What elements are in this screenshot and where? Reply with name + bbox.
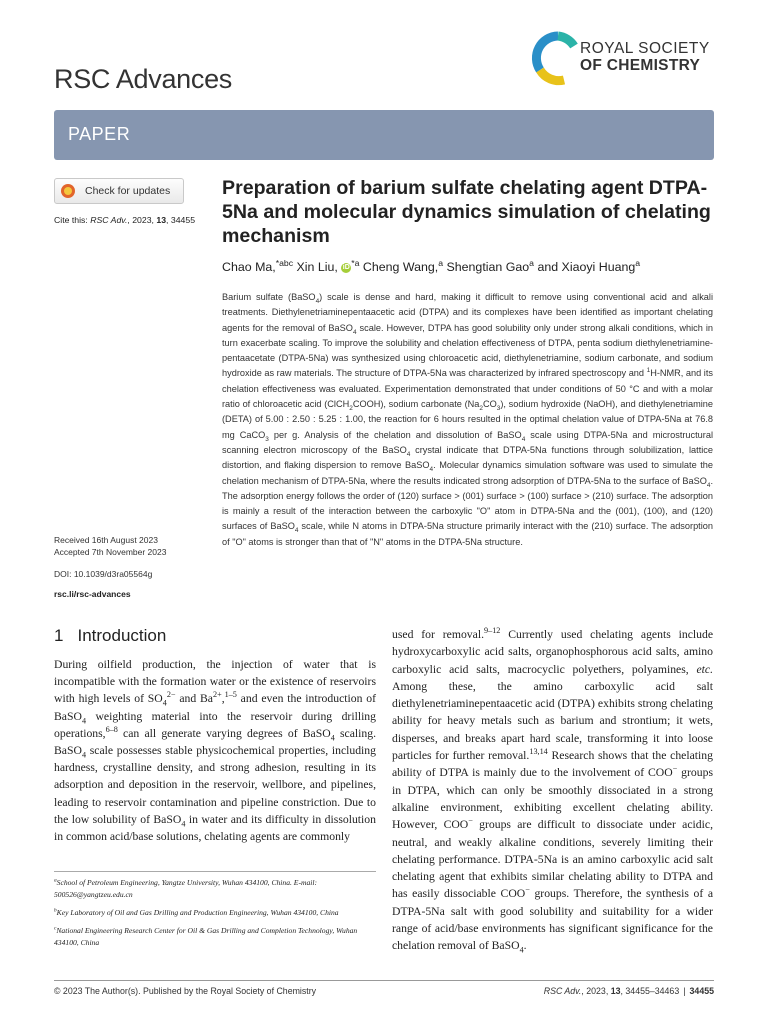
copyright-notice: © 2023 The Author(s). Published by the Royal Society of Chemistry [54,986,317,996]
cite-prefix: Cite this: [54,215,91,225]
journal-link[interactable]: rsc.li/rsc-advances [54,589,131,599]
reference-link[interactable]: 13,14 [529,747,548,757]
publisher-line-1: ROYAL SOCIETY [580,40,710,57]
footer-divider [54,980,714,981]
affiliation-mark: a [438,257,444,268]
section-number: 1 [54,626,64,645]
author-name[interactable]: Xin Liu, [293,260,342,274]
cite-volume: 13 [156,215,167,225]
section-heading [54,626,166,646]
affiliation-mark: *abc [275,257,294,268]
received-date: Received 16th August 2023 [54,535,158,545]
affiliation-mark: a [635,257,641,268]
check-for-updates-label: Check for updates [85,185,171,197]
section-title: Introduction [77,626,167,645]
affiliations [54,877,376,955]
author-name[interactable]: Cheng Wang, [359,260,439,274]
author-name[interactable]: and Xiaoyi Huang [534,260,636,274]
author-name[interactable]: Chao Ma, [222,260,276,274]
affiliation-c: $^c$National Engineering Research Center for Oil & Gas Drilling and Completion Technology, Wuhan 434100, China [54,925,358,947]
received-dates [54,534,166,558]
affiliation-mark: a [529,257,534,268]
page-number: 34455 [689,986,714,996]
reference-link[interactable]: 1–5 [224,690,237,700]
journal-name: RSC Advances [54,64,232,94]
cite-journal: RSC Adv. [90,215,128,225]
check-for-updates-button[interactable] [54,178,184,204]
orcid-icon[interactable]: iD [342,264,350,271]
cite-year: , 2023, [127,215,157,225]
body-text-left: During oilfield production, the injection of water that is incompatible with the formation water or the existence of reservoirs with high levels of $SO_4^{2-}$ and $Ba^{2+},^{1-5}$ and even the introduction of BaSO$_4$ weighting material into the reservoir during drilling operations,$^{6-8}$ can all generate varying degrees of BaSO$_4$ scaling. BaSO$_4$ scale possesses stable physicochemical properties, including hardness, crystalline density, and strong adhesion, resulting in its adsorption and deposition in the reservoir, wellbore, and pipelines, leading to reservoir contamination and pipeline constriction. Due to the low solubility of BaSO$_4$ in water and its difficulty in dissolution in common acid/base solutions, chelating agents are commonly [54,658,377,844]
section-label: PAPER [68,124,131,144]
body-text-right: used for removal.$^{9-12}$ Currently used chelating agents include hydroxycarboxylic acid salts, organophosphorous acid salts, amino carboxylic acid salts, macrocyclic polyethers, polyamines, etc. Among these, the amino carboxylic acid salt diethylenetriaminepentaacetic acid (DTPA) exhibits strong chelating ability for heavy metals such as barium and strontium; it wets, disperses, and breaks apart hard scale, transforming it into loose particles for further removal.$^{13,14}$ Research shows that the chelating ability of DTPA is mainly due to the involvement of COO− groups in DTPA, which can only be smoothly dissociated in a strong alkaline environment, exhibiting excellent chelating ability. However, COO− groups are difficult to dissociate under acidic, neutral, and weakly alkaline conditions, severely limiting their chelating performance. DTPA-5Na is an amino carboxylic acid salt chelating agent that exhibits similar chelating ability to DTPA and has easily dissociable COO− groups. Therefore, the synthesis of a DTPA-5Na salt with good solubility and suitability for a wider range of acid/base environments has significant significance for the chelation removal of BaSO$_4$. [392,626,714,955]
affiliation-mark: *a [351,257,360,268]
doi-link[interactable]: DOI: 10.1039/d3ra05564g [54,569,153,579]
article-title: Preparation of barium sulfate chelating agent DTPA-5Na and molecular dynamics simulation of chelating mechanism [222,177,711,247]
section-banner [54,110,714,160]
author-name[interactable]: Shengtian Gao [443,260,530,274]
reference-link[interactable]: 9–12 [484,626,501,636]
publisher-line-2: OF CHEMISTRY [580,57,701,74]
reference-link[interactable]: 6–8 [105,724,118,734]
citation [54,215,195,225]
publisher-wordmark [580,40,710,74]
author-list [222,257,641,274]
page-citation: RSC Adv., 2023, 13, 34455–34463 | 34455 [543,986,714,996]
footnote-divider [54,871,376,872]
abstract: Barium sulfate (BaSO$_4$) scale is dense and hard, making it difficult to remove using conventional acid and alkali treatments. Diethylenetriaminepentaacetic acid (DTPA) and its complexes have been identified as important chelating agents for the removal of BaSO$_4$ scale. However, DTPA has good solubility only under strong alkali conditions, which in turn exacerbate scaling. To improve the solubility and chelation effectiveness of DTPA, penta sodium diethylenetriamine-pentaacetate (DTPA-5Na) was synthesized using chloroacetic acid, diethylenetriamine, sodium carbonate, and sodium hydroxide as raw materials. The structure of DTPA-5Na was characterized by infrared spectroscopy and $^1$H-NMR, and its chelation effectiveness was evaluated. Experimentation demonstrated that under conditions of 50 °C and with a molar ratio of chloroacetic acid (ClCH$_2$COOH), sodium carbonate $(Na_2CO_3)$, sodium hydroxide (NaOH), and diethylenetriamine (DETA) of 5.00 : 2.50 : 5.25 : 1.00, the reaction for 6 hours resulted in the optimal chelation value of DTPA-5Na at 76.8 mg CaCO$_3$ per g. Analysis of the chelation and dissolution of BaSO$_4$ scale using DTPA-5Na and microstructural scanning electron microscopy of the BaSO$_4$ crystal indicate that DTPA-5Na functions through solubilization, lattice distortion, and flaking dispersion to remove BaSO$_4$. Molecular dynamics simulation software was used to simulate the chelation mechanism of DTPA-5Na, where the results indicated strong adsorption of DTPA-5Na to the surface of BaSO$_4$. The adsorption energy follows the order of (120) surface > (001) surface > (100) surface > (210) surface. The adsorption is mainly a result of the interaction between the carboxylic "O" atom in DTPA-5Na and the (001), (100), and (120) surfaces of BaSO$_4$ scale, while N atoms in DTPA-5Na structure primarily interact with the (210) surface. The adsorption of "O" atoms is stronger than that of "N" atoms in the DTPA-5Na structure. [222,292,714,547]
cite-page: , 34455 [166,215,196,225]
accepted-date: Accepted 7th November 2023 [54,547,167,557]
crossmark-icon [61,184,75,198]
affiliation-b: $^b$Key Laboratory of Oil and Gas Drilling and Production Engineering, Wuhan 434100, China [54,907,339,917]
affiliation-a: $^a$School of Petroleum Engineering, Yangtze University, Wuhan 434100, China. E-mail: 500526@yangtzeu.edu.cn [54,877,318,899]
